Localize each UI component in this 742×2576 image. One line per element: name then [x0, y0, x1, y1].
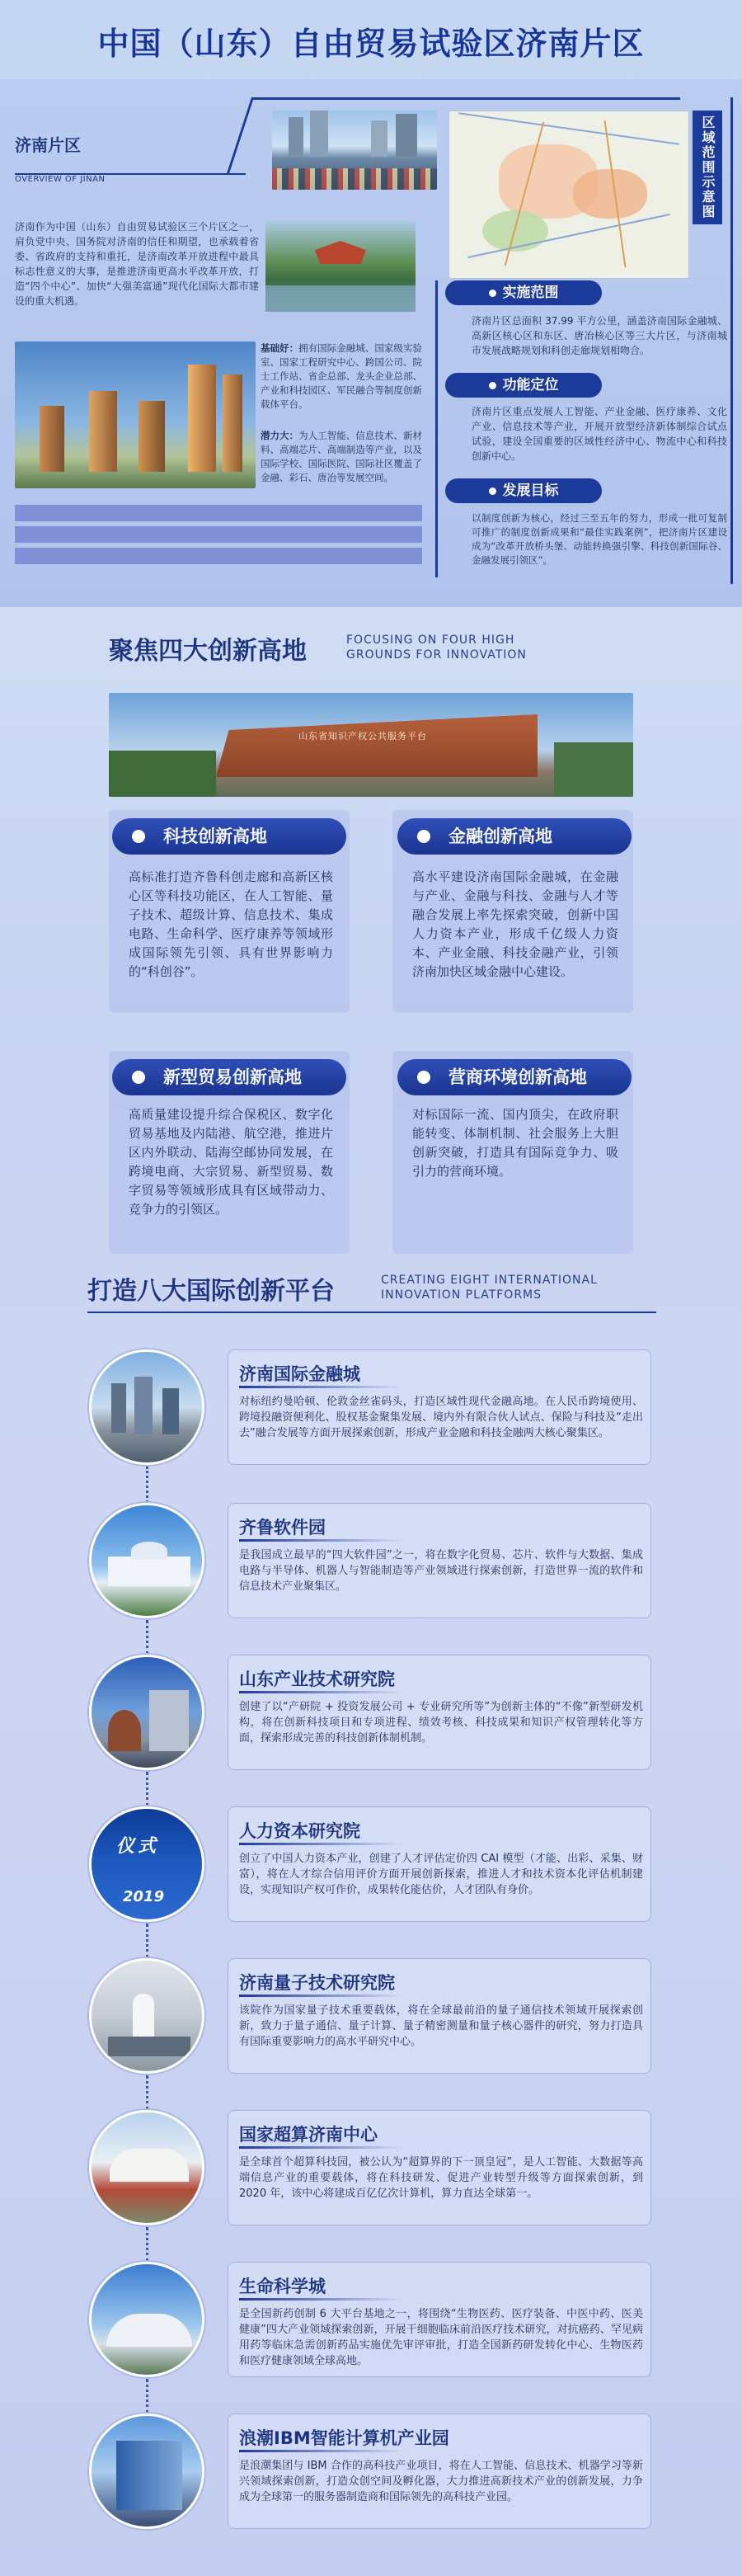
frame-line-top [251, 97, 680, 100]
overview-potential [261, 429, 422, 485]
platform-line-5 [239, 1994, 404, 1997]
platform-photo-1 [89, 1349, 204, 1465]
focus-pill-2 [397, 818, 632, 855]
focus-title-1: 科技创新高地 [163, 826, 267, 846]
function-heading [445, 373, 602, 398]
photo-pavilion [265, 221, 416, 312]
platform-title-7: 生命科学城 [239, 2277, 326, 2296]
platform-line-6 [239, 2146, 404, 2149]
scope-text: 济南片区总面积 37.99 平方公里，涵盖济南国际金融城、高新区核心区和东区、唐冶核心区等三大片区，与济南城市发展战略规划和科创走廊规划相吻合。 [472, 315, 727, 356]
page-title: 中国（山东）自由贸易试验区济南片区 [97, 26, 645, 62]
platform-text-4: 创立了中国人力资本产业，创建了人才评估定价四 CAI 模型（才能、出彩、采集、财富），将在人才综合信用评价方面开展创新探索，推进人才和技术资本化评估机制建设，实现知识产权可作价，成果转化能估价，人才团队有身价。 [239, 1853, 643, 1896]
platform-line-4 [239, 1843, 404, 1845]
platform-line-1 [239, 1386, 404, 1388]
focus-title-3: 新型贸易创新高地 [163, 1067, 302, 1087]
platform-text-3: 创建了以“产研院 + 投资发展公司 + 专业研究所等”为创新主体的“不像”新型研发机构，将在创新科技项目和专项进程、绩效考核、科技成果和知识产权管理转化等方面，探索形成完善的科技创新体制机制。 [239, 1701, 643, 1745]
info-line-vertical [435, 280, 438, 577]
photo-ip-service-building [109, 693, 633, 797]
overview-base [261, 341, 422, 412]
focus-title-2: 金融创新高地 [448, 826, 552, 846]
goal-heading [445, 478, 602, 503]
overview-potential-text: 为人工智能、信息技术、新材料、高端芯片、高端制造等产业，以及国际学校、国际医院、国际社区覆盖了金融、彩石、唐冶等发展空间。 [261, 430, 422, 483]
focus-sub-1: FOCUSING ON FOUR HIGH [346, 633, 515, 647]
building-sign: 山东省知识产权公共服务平台 [298, 731, 427, 742]
platform-line-2 [239, 1539, 404, 1542]
goal-heading-text: 发展目标 [502, 483, 559, 499]
connector-3 [146, 1772, 148, 1806]
overview-sub: OVERVIEW OF JINAN [15, 175, 106, 184]
decor-stripes [15, 505, 422, 564]
frame-line-right [730, 97, 733, 584]
overview-base-text: 拥有国际金融城、国家级实验室、国家工程研究中心、跨国公司、院士工作站、省企总部、龙头企业总部、产业和科技园区、军民融合等制度创新载体平台。 [261, 342, 422, 410]
platform-photo-5 [89, 1958, 204, 2074]
focus-title-4: 营商环境创新高地 [448, 1067, 587, 1087]
platform-line-3 [239, 1691, 404, 1693]
platform-text-7: 是全国新药创制 6 大平台基地之一，将围绕“生物医药、医疗装备、中医中药、医美健康”四大产业领域探索创新，开展干细胞临床前沿医疗技术研究，对抗癌药、罕见病用药等临床急需创新药品实施优先审评审批，打造全国新药研发转化中心、生物医药和医疗健康领域全球高地。 [239, 2308, 643, 2367]
goal-text: 以制度创新为核心，经过三至五年的努力，形成一批可复制可推广的制度创新成果和“最佳实践案例”，把济南片区建设成为“改革开放桥头堡、动能转换强引擎、科技创新国际谷、金融发展引领区”。 [472, 512, 727, 566]
platform-text-5: 该院作为国家量子技术重要载体，将在全球最前沿的量子通信技术领域开展探索创新，致力于量子通信、量子计算、量子精密测量和量子核心器件的研究，努力打造具有国际重要影响力的高水平研究中心。 [239, 2004, 643, 2048]
platform-photo-2 [89, 1503, 204, 1618]
focus-text-3: 高质量建设提升综合保税区、数字化贸易基地及内陆港、航空港，推进片区内外联动、陆海空邮协同发展，在跨境电商、大宗贸易、新型贸易、数字贸易等领域形成具有区域带动力、竞争力的引领区。 [129, 1107, 333, 1217]
overview-potential-label: 潜力大： [261, 430, 299, 441]
platform-title-2: 齐鲁软件园 [239, 1518, 326, 1538]
map-label: 区域范围示意图 [693, 111, 722, 224]
overview-intro: 济南作为中国（山东）自由贸易试验区三个片区之一，肩负党中央、国务院对济南的信任和期望，也承载着省委、省政府的支持和重托，是济南改革开放进程中最具标志性意义的大事，是推进济南更高水平改革开放，打造“四个中心”、加快“大强美富通”现代化国际大都市建设的重大机遇。 [15, 221, 259, 307]
platform-title-8: 浪潮IBM智能计算机产业园 [239, 2428, 449, 2448]
platform-photo-7 [89, 2262, 204, 2377]
connector-4 [146, 1924, 148, 1958]
platform-text-6: 是全球首个超算科技园，被公认为“超算界的下一顶皇冠”，是人工智能、大数据等高端信息产业的重要载体，将在科技研发、促进产业转型升级等方面探索创新，到 2020 年，该中心将建成百亿亿次计算机，算力直达全球第一。 [239, 2156, 643, 2200]
overview-base-label: 基础好： [261, 342, 299, 354]
platform-photo-3 [89, 1655, 204, 1770]
platform-title-4: 人力资本研究院 [239, 1821, 360, 1841]
platform-line-7 [239, 2298, 404, 2301]
photo-city-traffic [272, 111, 437, 190]
platform-title-6: 国家超算济南中心 [239, 2125, 378, 2145]
platform-text-8: 是浪潮集团与 IBM 合作的高科技产业项目，将在人工智能、信息技术、机器学习等新兴领域探索创新，打造众创空间及孵化器，大力推进高新技术产业的创新发展，力争成为全球第一的服务器制造商和国际领先的高科技产业园。 [239, 2460, 643, 2503]
platforms-sub-1: CREATING EIGHT INTERNATIONAL [381, 1274, 598, 1287]
overview-heading: 济南片区 [15, 135, 81, 155]
ceremony-year: 2019 [123, 1888, 165, 1905]
photo-skyscrapers [15, 341, 256, 488]
platforms-heading: 打造八大国际创新平台 [87, 1277, 335, 1306]
focus-text-1: 高标准打造齐鲁科创走廊和高新区核心区等科技功能区，在人工智能、量子技术、超级计算、信息技术、集成电路、生命科学、医疗康养等领域形成国际领先引领、具有世界影响力的“科创谷”。 [129, 869, 333, 979]
focus-heading: 聚焦四大创新高地 [109, 637, 307, 666]
platform-photo-8 [89, 2414, 204, 2529]
platforms-sub-2: INNOVATION PLATFORMS [381, 1288, 542, 1302]
focus-pill-1 [112, 818, 346, 855]
platforms-heading-underline [87, 1312, 656, 1313]
platform-title-3: 山东产业技术研究院 [239, 1669, 395, 1689]
platform-text-1: 对标纽约曼哈顿、伦敦金丝雀码头，打造区域性现代金融高地。在人民币跨境使用、跨境投融资便利化、股权基金聚集发展、境内外有限合伙人试点、保险与科技及“走出去”融合发展等方面开展探索创新，形成产业金融和科技金融两大核心聚集区。 [239, 1396, 643, 1439]
connector-5 [146, 2075, 148, 2110]
map-image [448, 111, 689, 279]
connector-6 [146, 2227, 148, 2262]
focus-pill-4 [397, 1059, 632, 1095]
platform-line-8 [239, 2450, 404, 2452]
connector-7 [146, 2379, 148, 2414]
focus-sub-2: GROUNDS FOR INNOVATION [346, 648, 527, 662]
connector-1 [146, 1467, 148, 1503]
platform-photo-4 [89, 1806, 204, 1922]
platform-title-5: 济南量子技术研究院 [239, 1973, 395, 1993]
focus-text-4: 对标国际一流、国内顶尖，在政府职能转变、体制机制、社会服务上大胆创新突破，打造具有国际竞争力、吸引力的营商环境。 [412, 1107, 618, 1179]
platform-photo-6 [89, 2110, 204, 2225]
ceremony-screen-text: 仪式 [116, 1836, 160, 1857]
scope-heading-text: 实施范围 [502, 285, 559, 301]
scope-heading [445, 280, 602, 305]
focus-pill-3 [112, 1059, 346, 1095]
function-heading-text: 功能定位 [502, 377, 559, 393]
connector-2 [146, 1620, 148, 1655]
focus-text-2: 高水平建设济南国际金融城，在金融与产业、金融与科技、金融与人才等融合发展上率先探索突破，创新中国人力资本产业，形成千亿级人力资本、产业金融、科技金融产业，引领济南加快区域金融中心建设。 [412, 869, 618, 979]
platform-text-2: 是我国成立最早的“四大软件园”之一，将在数字化贸易、芯片、软件与大数据、集成电路与半导体、机器人与智能制造等产业领域进行探索创新，打造世界一流的软件和信息技术产业聚集区。 [239, 1549, 643, 1593]
platform-title-1: 济南国际金融城 [239, 1364, 360, 1384]
function-text: 济南片区重点发展人工智能、产业金融、医疗康养、文化产业、信息技术等产业，开展开放型经济新体制综合试点试验，建设全国重要的区域性经济中心、物流中心和科技创新中心。 [472, 406, 727, 462]
